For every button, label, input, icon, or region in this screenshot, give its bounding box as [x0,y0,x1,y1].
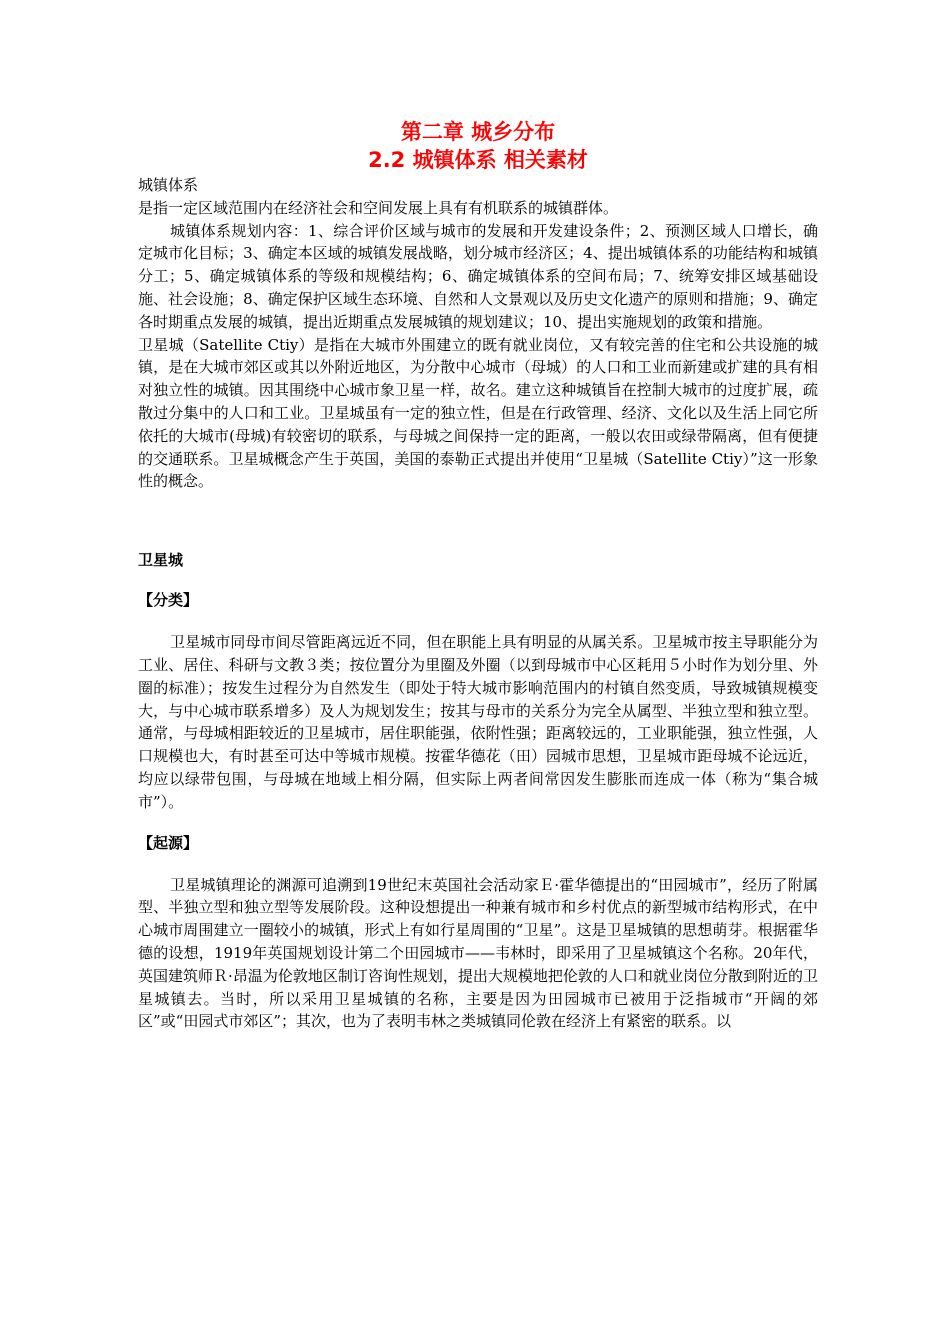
definition-paragraph: 是指一定区域范围内在经济社会和空间发展上具有有机联系的城镇群体。 [138,198,619,217]
section-title: 2.2 城镇体系 相关素材 [368,148,588,172]
planning-content-paragraph: 城镇体系规划内容：1、综合评价区域与城市的发展和开发建设条件；2、预测区域人口增长，确定城市化目标；3、确定本区域的城镇发展战略，划分城市经济区；4、提出城镇体系的功能结构和城镇分工；5、确定城镇体系的等级和规模结构；6、确定城镇体系的空间布局；7、统筹安排区域基础设施、社会设施；8、确定保护区域生态环境、自然和人文景观以及历史文化遗产的原则和措施；9、确定各时期重点发展的城镇，提出近期重点发展城镇的规划建议；10、提出实施规划的政策和措施。 [138,221,818,331]
satellite-heading: 卫星城 [138,551,184,570]
classify-paragraph: 卫星城市同母市间尽管距离远近不同，但在职能上具有明显的从属关系。卫星城市按主导职能分为工业、居住、科研与文教３类；按位置分为里圈及外圈（以到母城市中心区耗用５小时作为划分里、外圈的标准）；按发生过程分为自然发生（即处于特大城市影响范围内的村镇自然变质，导致城镇规模变大，与中心城市联系增多）及人为规划发生；按其与母市的关系分为完全从属型、半独立型和独立型。通常，与母城相距较近的卫星城市，居住职能强，依附性强；距离较远的，工业职能强，独立性强，人口规模也大，有时甚至可达中等城市规模。按霍华德花（田）园城市思想，卫星城市距母城不论远近，均应以绿带包围，与母城在地域上相分隔，但实际上两者间常因发生膨胀而连成一体（称为“集合城市”）。 [138,633,818,811]
document-page [138,118,818,1033]
origin-heading: 【起源】 [138,833,199,852]
satellite-intro-paragraph: 卫星城（Satellite Ctiy）是指在大城市外围建立的既有就业岗位，又有较完善的住宅和公共设施的城镇，是在大城市郊区或其以外附近地区，为分散中心城市（母城）的人口和工业而新建或扩建的具有相对独立性的城镇。因其围绕中心城市象卫星一样，故名。建立这种城镇旨在控制大城市的过度扩展，疏散过分集中的人口和工业。卫星城虽有一定的独立性，但是在行政管理、经济、文化以及生活上同它所依托的大城市(母城)有较密切的联系，与母城之间保持一定的距离，一般以农田或绿带隔离，但有便捷的交通联系。卫星城概念产生于英国，美国的泰勒正式提出并使用“卫星城（Satellite Ctiy）”这一形象性的概念。 [138,335,818,491]
section-label: 城镇体系 [138,176,199,194]
classify-heading: 【分类】 [138,591,199,610]
origin-paragraph: 卫星城镇理论的渊源可追溯到19世纪末英国社会活动家Ｅ·霍华德提出的“田园城市”，经历了附属型、半独立型和独立型等发展阶段。这种设想提出一种兼有城市和乡村优点的新型城市结构形式，在中心城市周围建立一圈较小的城镇，形式上有如行星周围的“卫星”。这是卫星城镇的思想萌芽。根据霍华德的设想，1919年英国规划设计第二个田园城市——韦林时，即采用了卫星城镇这个名称。20年代，英国建筑师Ｒ·昂温为伦敦地区制订咨询性规划，提出大规模地把伦敦的人口和就业岗位分散到附近的卫星城镇去。当时，所以采用卫星城镇的名称，主要是因为田园城市已被用于泛指城市“开阔的郊区”或“田园式市郊区”；其次，也为了表明韦林之类城镇同伦敦在经济上有紧密的联系。以 [138,875,818,1031]
chapter-title: 第二章 城乡分布 [400,120,556,144]
